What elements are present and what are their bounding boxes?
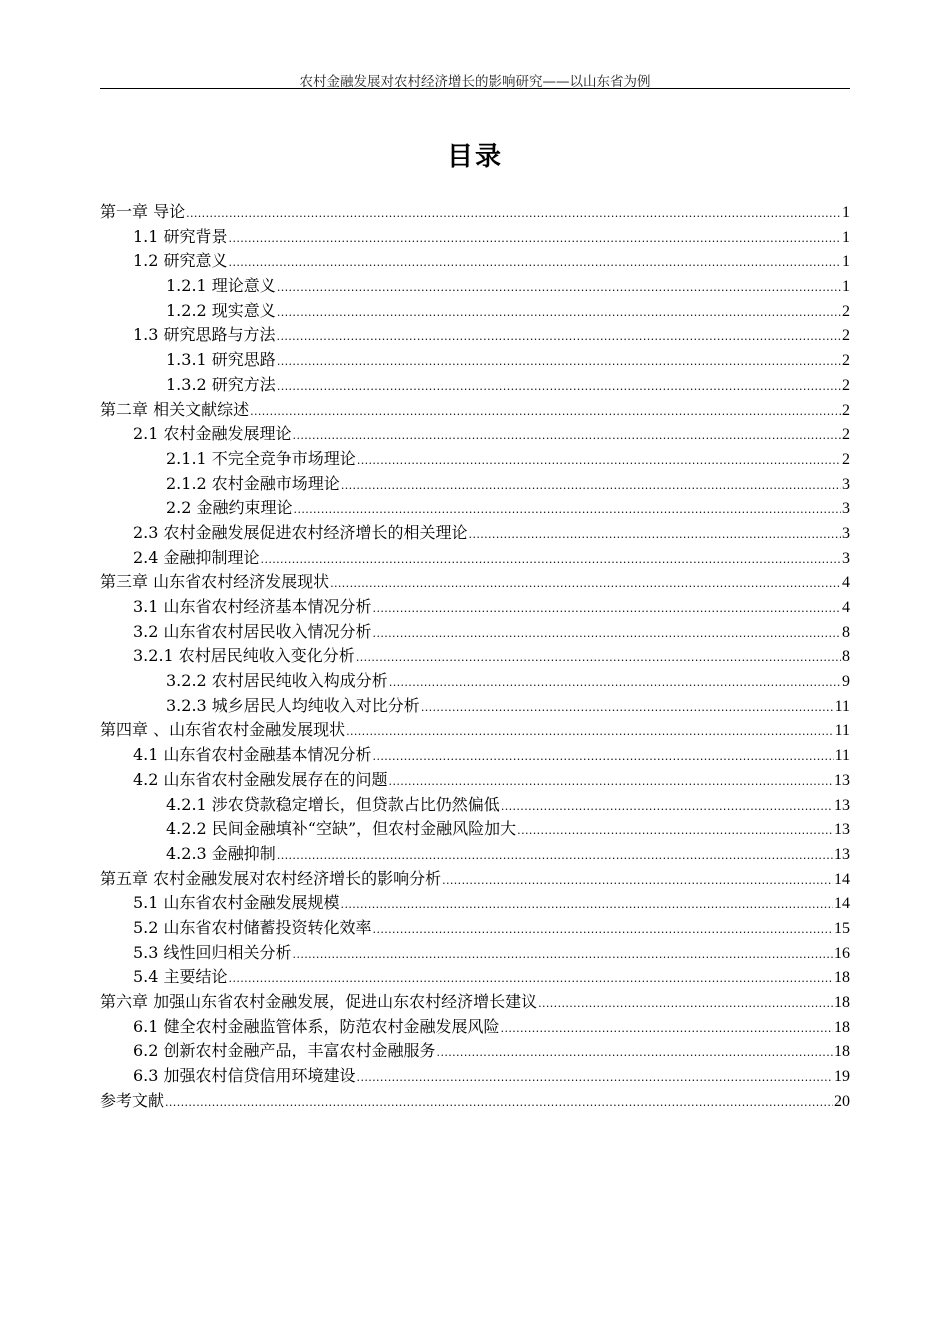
toc-entry-label: 2.2 金融约束理论: [166, 498, 293, 518]
toc-entry-page-number: 11: [834, 697, 850, 715]
toc-entry-page-number: 2: [842, 327, 850, 345]
toc-entry[interactable]: [100, 1015, 850, 1040]
toc-entry-page-number: 3: [842, 475, 850, 493]
dot-leader: [250, 400, 841, 425]
toc-entry[interactable]: [100, 842, 850, 867]
toc-entry[interactable]: [100, 398, 850, 423]
dot-leader: [293, 943, 833, 968]
dot-leader: [501, 1017, 833, 1042]
dot-leader: [330, 572, 841, 597]
toc-entry[interactable]: [100, 1039, 850, 1064]
dot-leader: [437, 1041, 833, 1066]
toc-entry-page-number: 14: [834, 895, 850, 913]
toc-entry-label: 第四章 、山东省农村金融发展现状: [100, 720, 346, 740]
toc-entry-page-number: 2: [842, 376, 850, 394]
toc-entry[interactable]: [100, 669, 850, 694]
toc-entry-label: 5.1 山东省农村金融发展规模: [133, 893, 340, 913]
dot-leader: [277, 350, 841, 375]
toc-entry-label: 4.2.2 民间金融填补“空缺”，但农村金融风险加大: [166, 819, 517, 839]
toc-entry-label: 3.2.1 农村居民纯收入变化分析: [133, 646, 355, 666]
toc-entry-page-number: 2: [842, 426, 850, 444]
dot-leader: [277, 325, 841, 350]
dot-leader: [517, 819, 833, 844]
toc-entry-page-number: 3: [842, 549, 850, 567]
toc-entry-label: 3.2.3 城乡居民人均纯收入对比分析: [166, 695, 420, 715]
toc-entry[interactable]: [100, 447, 850, 472]
dot-leader: [261, 548, 841, 573]
toc-entry-label: 参考文献: [100, 1090, 165, 1110]
toc-entry-page-number: 1: [842, 204, 850, 221]
toc-entry[interactable]: [100, 570, 850, 595]
toc-entry-label: 3.2 山东省农村居民收入情况分析: [133, 621, 372, 641]
dot-leader: [229, 967, 833, 992]
toc-entry-page-number: 20: [834, 1092, 850, 1110]
toc-entry-page-number: 9: [842, 673, 850, 691]
toc-entry-label: 3.2.2 农村居民纯收入构成分析: [166, 671, 388, 691]
dot-leader: [442, 869, 833, 894]
dot-leader: [501, 795, 833, 820]
toc-entry[interactable]: [100, 965, 850, 990]
toc-entry-label: 1.3.1 研究思路: [166, 350, 276, 370]
toc-entry-page-number: 8: [842, 648, 850, 666]
dot-leader: [293, 424, 841, 449]
toc-entry-page-number: 3: [842, 524, 850, 542]
table-of-contents: [100, 200, 850, 1113]
toc-entry-page-number: 4: [842, 599, 850, 616]
toc-entry-label: 4.2.3 金融抑制: [166, 843, 276, 863]
toc-entry[interactable]: [100, 990, 850, 1015]
toc-entry-page-number: 14: [834, 870, 850, 888]
toc-entry[interactable]: [100, 694, 850, 719]
toc-entry-label: 5.2 山东省农村储蓄投资转化效率: [133, 917, 372, 937]
toc-entry[interactable]: [100, 620, 850, 645]
toc-entry-page-number: 16: [834, 944, 850, 962]
toc-entry-page-number: 18: [834, 1043, 850, 1061]
toc-entry-label: 1.3.2 研究方法: [166, 374, 276, 394]
toc-entry[interactable]: [100, 348, 850, 373]
toc-entry[interactable]: [100, 718, 850, 743]
toc-entry-label: 第二章 相关文献综述: [100, 399, 250, 419]
dot-leader: [389, 770, 833, 795]
toc-entry[interactable]: [100, 595, 850, 620]
toc-entry[interactable]: [100, 373, 850, 398]
toc-entry-page-number: 13: [834, 845, 850, 863]
toc-entry-page-number: 15: [834, 919, 850, 937]
toc-entry-label: 6.3 加强农村信贷信用环境建设: [133, 1066, 356, 1086]
toc-entry-label: 1.2.2 现实意义: [166, 300, 276, 320]
toc-entry[interactable]: [100, 891, 850, 916]
toc-title: 目录: [446, 142, 503, 172]
toc-entry-page-number: 11: [834, 722, 850, 740]
toc-entry[interactable]: [100, 521, 850, 546]
toc-entry[interactable]: [100, 200, 850, 225]
dot-leader: [356, 646, 841, 671]
toc-entry-label: 1.2 研究意义: [133, 251, 228, 271]
toc-entry-label: 5.3 线性回归相关分析: [133, 942, 292, 962]
toc-entry[interactable]: [100, 817, 850, 842]
toc-entry[interactable]: [100, 644, 850, 669]
toc-entry[interactable]: [100, 274, 850, 299]
toc-entry-label: 1.3 研究思路与方法: [133, 325, 276, 345]
toc-entry[interactable]: [100, 249, 850, 274]
toc-entry-label: 2.3 农村金融发展促进农村经济增长的相关理论: [133, 522, 468, 542]
toc-entry-page-number: 19: [834, 1068, 850, 1086]
toc-entry[interactable]: [100, 1089, 850, 1114]
toc-entry-page-number: 13: [834, 796, 850, 814]
toc-entry-page-number: 2: [842, 450, 850, 468]
toc-entry[interactable]: [100, 793, 850, 818]
dot-leader: [373, 745, 834, 770]
toc-entry-page-number: 3: [842, 500, 850, 518]
toc-entry[interactable]: [100, 225, 850, 250]
dot-leader: [277, 276, 841, 301]
dot-leader: [294, 498, 841, 523]
dot-leader: [229, 251, 841, 276]
dot-leader: [421, 696, 834, 721]
toc-entry[interactable]: [100, 743, 850, 768]
toc-entry-label: 第六章 加强山东省农村金融发展，促进山东农村经济增长建议: [100, 992, 538, 1011]
toc-entry-label: 1.2.1 理论意义: [166, 276, 276, 296]
toc-entry[interactable]: [100, 323, 850, 348]
dot-leader: [341, 893, 833, 918]
toc-entry[interactable]: [100, 1064, 850, 1089]
toc-entry[interactable]: [100, 546, 850, 571]
dot-leader: [346, 720, 834, 745]
toc-entry-page-number: 18: [834, 969, 850, 987]
toc-entry[interactable]: [100, 916, 850, 941]
dot-leader: [373, 622, 841, 647]
toc-entry[interactable]: [100, 941, 850, 966]
toc-entry-label: 2.1.2 农村金融市场理论: [166, 473, 340, 493]
toc-entry-label: 2.4 金融抑制理论: [133, 547, 260, 567]
toc-entry-label: 第一章 导论: [100, 202, 186, 221]
toc-entry-page-number: 13: [834, 771, 850, 789]
toc-entry[interactable]: [100, 867, 850, 892]
toc-entry-label: 4.2 山东省农村金融发展存在的问题: [133, 769, 388, 789]
toc-entry-page-number: 2: [842, 352, 850, 370]
dot-leader: [165, 1091, 833, 1116]
toc-entry-label: 2.1 农村金融发展理论: [133, 424, 292, 444]
dot-leader: [357, 449, 841, 474]
toc-entry-page-number: 1: [842, 253, 850, 271]
header-rule: [100, 88, 850, 89]
toc-entry-page-number: 13: [834, 821, 850, 839]
toc-entry-page-number: 2: [842, 302, 850, 320]
dot-leader: [341, 474, 841, 499]
running-header: 农村金融发展对农村经济增长的影响研究——以山东省为例: [299, 74, 651, 90]
dot-leader: [186, 202, 841, 227]
dot-leader: [389, 671, 841, 696]
toc-entry-label: 2.1.1 不完全竞争市场理论: [166, 448, 356, 468]
toc-entry-page-number: 1: [842, 278, 850, 296]
toc-entry-label: 6.1 健全农村金融监管体系，防范农村金融发展风险: [133, 1016, 500, 1036]
toc-entry[interactable]: [100, 299, 850, 324]
dot-leader: [277, 301, 841, 326]
toc-entry-page-number: 4: [842, 574, 850, 592]
toc-entry[interactable]: [100, 472, 850, 497]
toc-entry-label: 5.4 主要结论: [133, 967, 228, 987]
dot-leader: [373, 597, 841, 622]
toc-entry-label: 6.2 创新农村金融产品，丰富农村金融服务: [133, 1041, 436, 1061]
toc-entry-page-number: 18: [834, 994, 850, 1011]
dot-leader: [277, 375, 841, 400]
toc-entry-page-number: 8: [842, 623, 850, 641]
dot-leader: [229, 227, 841, 252]
toc-entry-label: 第三章 山东省农村经济发展现状: [100, 572, 330, 592]
toc-entry-page-number: 11: [834, 747, 850, 765]
toc-entry-page-number: 2: [842, 401, 850, 419]
toc-entry-label: 4.2.1 涉农贷款稳定增长，但贷款占比仍然偏低: [166, 794, 500, 814]
dot-leader: [357, 1066, 833, 1091]
toc-entry-label: 4.1 山东省农村金融基本情况分析: [133, 745, 372, 765]
toc-entry[interactable]: [100, 768, 850, 793]
toc-entry-label: 3.1 山东省农村经济基本情况分析: [133, 597, 372, 616]
toc-entry-label: 第五章 农村金融发展对农村经济增长的影响分析: [100, 868, 442, 888]
toc-entry-page-number: 1: [842, 228, 850, 246]
dot-leader: [277, 844, 833, 869]
toc-entry[interactable]: [100, 422, 850, 447]
toc-entry[interactable]: [100, 496, 850, 521]
dot-leader: [373, 918, 833, 943]
toc-entry-label: 1.1 研究背景: [133, 226, 228, 246]
dot-leader: [538, 992, 833, 1017]
toc-entry-page-number: 18: [834, 1018, 850, 1036]
dot-leader: [469, 523, 841, 548]
